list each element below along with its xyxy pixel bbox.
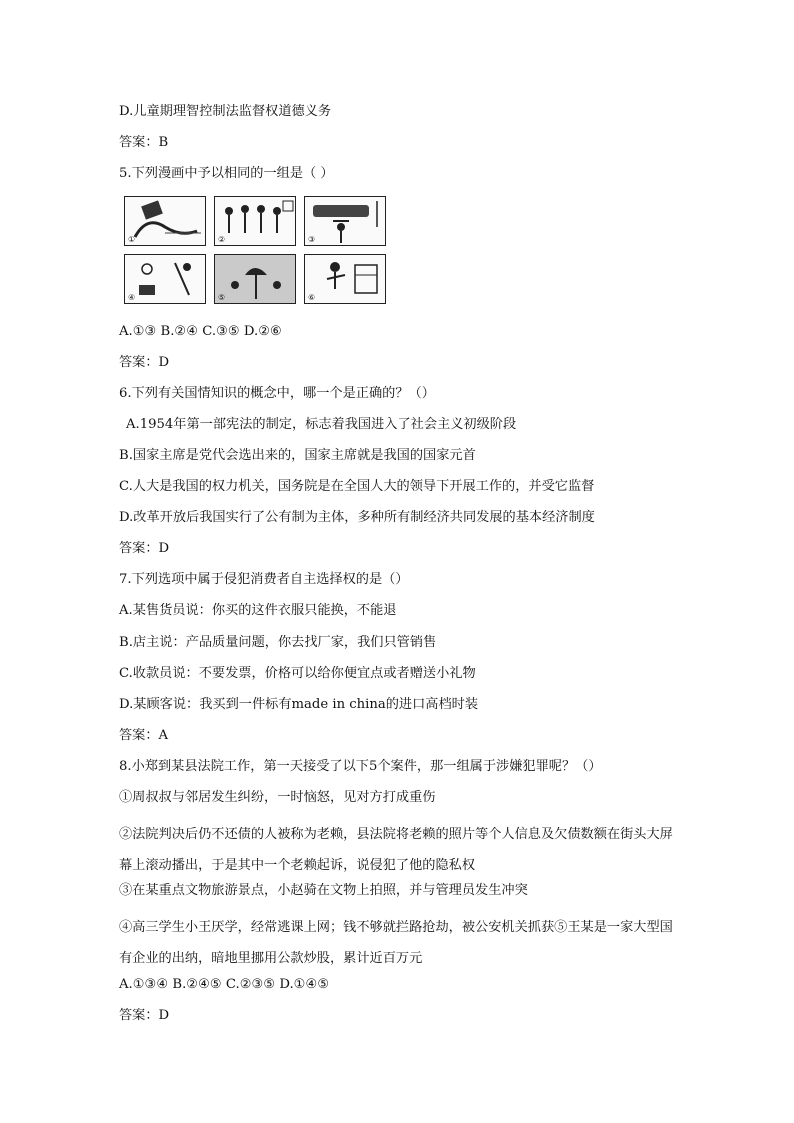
comic-drawing-4 [125, 255, 206, 304]
comic-panel-5 [214, 254, 296, 304]
comic-panel-number: ③ [308, 235, 316, 244]
comic-figure [124, 196, 386, 304]
q8-answer: 答案：D [119, 1008, 170, 1023]
comic-panel-2 [214, 196, 296, 246]
q8-item-1: ①周叔叔与邻居发生纠纷，一时恼怒，见对方打成重伤 [119, 790, 436, 805]
q6-stem: 6.下列有关国情知识的概念中，哪一个是正确的？（） [119, 386, 435, 401]
comic-panel-6 [304, 254, 386, 304]
comic-panel-number: ⑤ [218, 293, 226, 302]
comic-panel-3 [304, 196, 386, 246]
q8-item-2: ②法院判决后仍不还债的人被称为老赖，县法院将老赖的照片等个人信息及欠债数额在街头大屏幕上滚动播出，于是其中一个老赖起诉，说侵犯了他的隐私权 [119, 827, 673, 873]
comic-drawing-5 [215, 255, 296, 304]
comic-panel-1 [124, 196, 206, 246]
q4-option-d: D.儿童期理智控制法监督权道德义务 [119, 104, 332, 119]
q5-answer: 答案：D [119, 355, 170, 370]
q8-stem: 8.小郑到某县法院工作，第一天接受了以下5个案件，那一组属于涉嫌犯罪呢？（） [119, 759, 602, 774]
comic-drawing-3 [305, 197, 386, 246]
q7-option-b: B.店主说：产品质量问题，你去找厂家，我们只管销售 [119, 635, 437, 650]
q6-option-a: A.1954年第一部宪法的制定，标志着我国进入了社会主义初级阶段 [126, 417, 517, 432]
comic-panel-number: ② [218, 235, 226, 244]
q7-answer: 答案：A [119, 728, 169, 743]
q6-option-b: B.国家主席是党代会选出来的，国家主席就是我国的国家元首 [119, 448, 476, 463]
q5-options: A.①③ B.②④ C.③⑤ D.②⑥ [119, 324, 282, 339]
q7-option-a: A.某售货员说：你买的这件衣服只能换，不能退 [119, 603, 397, 618]
q7-stem: 7.下列选项中属于侵犯消费者自主选择权的是（） [119, 572, 409, 587]
q6-option-d: D.改革开放后我国实行了公有制为主体，多种所有制经济共同发展的基本经济制度 [119, 510, 595, 525]
q8-item-3: ③在某重点文物旅游景点，小赵骑在文物上拍照，并与管理员发生冲突 [119, 883, 528, 898]
comic-panel-number: ⑥ [308, 293, 316, 302]
q7-option-d: D.某顾客说：我买到一件标有made in china的进口高档时装 [119, 697, 479, 712]
comic-panel-number: ④ [128, 293, 136, 302]
q6-option-c: C.人大是我国的权力机关，国务院是在全国人大的领导下开展工作的，并受它监督 [119, 479, 595, 494]
comic-panel-number: ① [128, 235, 136, 244]
comic-drawing-6 [305, 255, 386, 304]
q7-option-c: C.收款员说：不要发票，价格可以给你便宜点或者赠送小礼物 [119, 666, 476, 681]
q5-stem: 5.下列漫画中予以相同的一组是（ ） [119, 166, 334, 181]
q8-options: A.①③④ B.②④⑤ C.②③⑤ D.①④⑤ [119, 977, 330, 992]
q6-answer: 答案：D [119, 541, 170, 556]
comic-panel-4 [124, 254, 206, 304]
q8-item-4-5: ④高三学生小王厌学，经常逃课上网；钱不够就拦路抢劫，被公安机关抓获⑤王某是一家大型国有企业的出纳，暗地里挪用公款炒股，累计近百万元 [119, 920, 673, 966]
q4-answer: 答案：B [119, 135, 169, 150]
comic-drawing-2 [215, 197, 296, 246]
comic-drawing-1 [125, 197, 206, 246]
